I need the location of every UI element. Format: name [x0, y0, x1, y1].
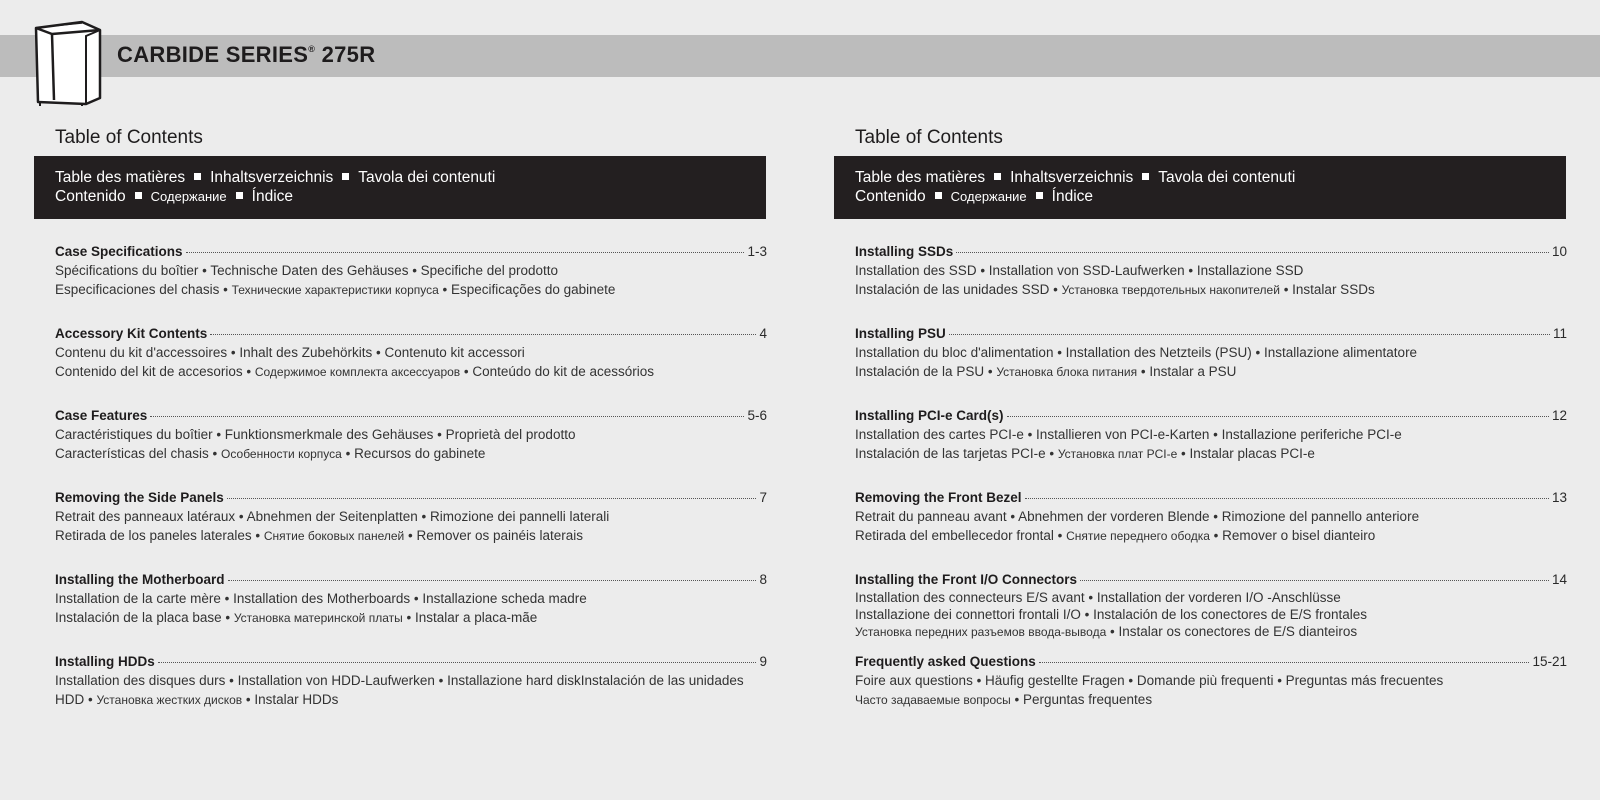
toc-entry[interactable]: Case Specifications 1-3 Spécifications du boîtier • Technische Daten des Gehäuses • Specifiche del prodotto Especificaciones del chasis • Технические характеристики корпуса • Especificações do gabinete	[55, 244, 767, 297]
toc-entry-label[interactable]: Case Specifications	[55, 244, 183, 259]
pc-case-icon	[30, 18, 106, 106]
toc-entry[interactable]: Frequently asked Questions 15-21 Foire aux questions • Häufig gestellte Fragen • Domande più frequenti • Preguntas más frecuentes Часто задаваемые вопросы • Perguntas frequentes	[855, 654, 1567, 707]
toc-entry-page[interactable]: 5-6	[747, 408, 767, 423]
toc-entry-page[interactable]: 10	[1551, 244, 1567, 259]
toc-translations-banner: Table des matières Inhaltsverzeichnis Tavola dei contenuti Contenido Содержание Índice	[34, 156, 766, 219]
toc-entry[interactable]: Installing PSU 11 Installation du bloc d'alimentation • Installation des Netzteils (PSU) • Installazione alimentatore Instalación de la PSU • Установка блока питания • Instalar a PSU	[855, 326, 1567, 379]
toc-entry-label[interactable]: Installing the Front I/O Connectors	[855, 572, 1078, 587]
toc-entry-label[interactable]: Installing PCI-e Card(s)	[855, 408, 1004, 423]
toc-entry-label[interactable]: Installing the Motherboard	[55, 572, 225, 587]
toc-entry[interactable]: Installing PCI-e Card(s) 12 Installation des cartes PCI-e • Installieren von PCI-e-Karten • Installazione periferiche PCI-e Instalación de las tarjetas PCI-e • Установка плат PCI-e • Instalar placas PCI-e	[855, 408, 1567, 461]
toc-entry-list	[55, 243, 767, 735]
product-title: CARBIDE SERIES® 275R	[117, 42, 376, 67]
toc-entry-page[interactable]: 9	[759, 654, 767, 669]
toc-entry[interactable]: Installing HDDs 9 Installation des disques durs • Installation von HDD-Laufwerken • Installazione hard diskInstalación de las unidades HDD • Установка жестких дисков • Instalar HDDs	[55, 654, 767, 707]
toc-entry[interactable]: Installing the Front I/O Connectors 14 Installation des connecteurs E/S avant • Installation der vorderen I/O -Anschlüsse Installazione dei connettori frontali I/O • Instalación de los conectores de E/S frontales Установка передних разъемов ввода-вывода • Instalar os conectores de E/S dianteiros	[855, 572, 1567, 639]
toc-entry-label[interactable]: Installing SSDs	[855, 244, 954, 259]
toc-entry[interactable]: Installing the Motherboard 8 Installation de la carte mère • Installation des Motherboards • Installazione scheda madre Instalación de la placa base • Установка материнской платы • Instalar a placa-mãe	[55, 572, 767, 625]
toc-entry[interactable]: Installing SSDs 10 Installation des SSD • Installation von SSD-Laufwerken • Installazione SSD Instalación de las unidades SSD • Установка твердотельных накопителей • Instalar SSDs	[855, 244, 1567, 297]
toc-entry-page[interactable]: 14	[1551, 572, 1567, 587]
toc-entry[interactable]: Case Features 5-6 Caractéristiques du boîtier • Funktionsmerkmale des Gehäuses • Proprietà del prodotto Características del chasis • Особенности корпуса • Recursos do gabinete	[55, 408, 767, 461]
toc-entry-page[interactable]: 7	[759, 490, 767, 505]
toc-entry[interactable]: Removing the Front Bezel 13 Retrait du panneau avant • Abnehmen der vorderen Blende • Rimozione del pannello anteriore Retirada del embellecedor frontal • Снятие переднего ободка • Remover o bisel dianteiro	[855, 490, 1567, 543]
toc-entry-label[interactable]: Case Features	[55, 408, 148, 423]
toc-entry-label[interactable]: Removing the Side Panels	[55, 490, 224, 505]
toc-translations-banner: Table des matières Inhaltsverzeichnis Tavola dei contenuti Contenido Содержание Índice	[834, 156, 1566, 219]
toc-column-left	[34, 124, 766, 735]
toc-entry-label[interactable]: Installing HDDs	[55, 654, 155, 669]
toc-entry-page[interactable]: 15-21	[1532, 654, 1567, 669]
toc-title: Table of Contents	[855, 127, 1003, 148]
toc-title: Table of Contents	[55, 127, 203, 148]
toc-entry-label[interactable]: Removing the Front Bezel	[855, 490, 1022, 505]
toc-entry[interactable]: Accessory Kit Contents 4 Contenu du kit d'accessoires • Inhalt des Zubehörkits • Contenuto kit accessori Contenido del kit de accesorios • Содержимое комплекта аксессуаров • Conteúdo do kit de acessórios	[55, 326, 767, 379]
toc-entry-list	[855, 243, 1567, 735]
toc-entry-page[interactable]: 1-3	[747, 244, 767, 259]
toc-entry-label[interactable]: Frequently asked Questions	[855, 654, 1036, 669]
toc-entry-page[interactable]: 8	[759, 572, 767, 587]
toc-entry-page[interactable]: 12	[1551, 408, 1567, 423]
toc-entry-label[interactable]: Installing PSU	[855, 326, 946, 341]
toc-entry-label[interactable]: Accessory Kit Contents	[55, 326, 208, 341]
toc-column-right	[834, 124, 1566, 735]
toc-entry-page[interactable]: 13	[1551, 490, 1567, 505]
toc-entry[interactable]: Removing the Side Panels 7 Retrait des panneaux latéraux • Abnehmen der Seitenplatten • Rimozione dei pannelli laterali Retirada de los paneles laterales • Снятие боковых панелей • Remover os painéis laterais	[55, 490, 767, 543]
toc-entry-page[interactable]: 11	[1552, 326, 1567, 341]
toc-entry-page[interactable]: 4	[759, 326, 767, 341]
